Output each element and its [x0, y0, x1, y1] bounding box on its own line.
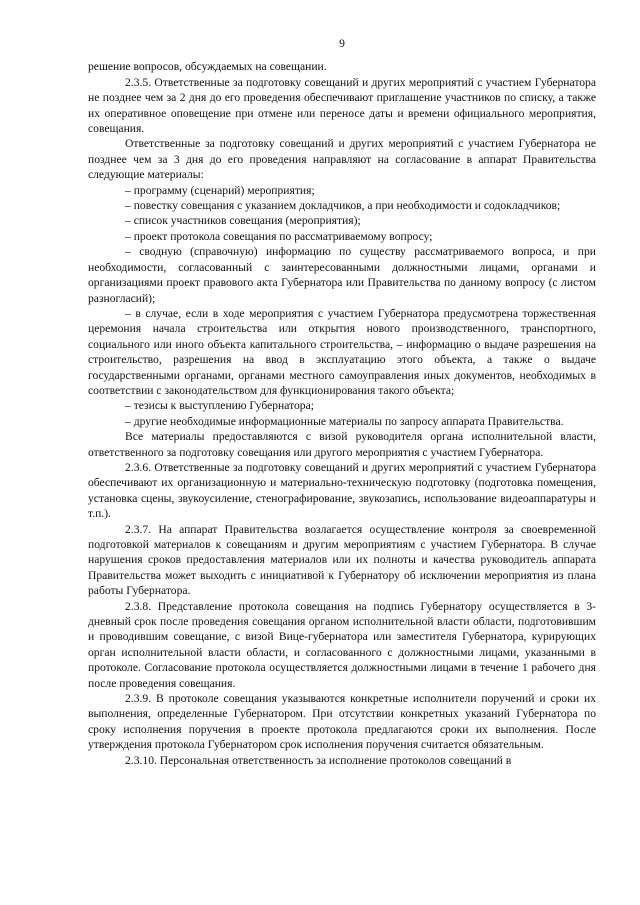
- list-item-ceremony-info: – в случае, если в ходе мероприятия с участием Губернатора предусмотрена торжественная церемония начала строительства или открытия нового производственного, транспортного, социального или иного объекта капитального строительства, – информацию о выдаче разрешения на строительство, разрешения на ввод в эксплуатацию этого объекта, а также о выдаче государственными органами, органами местного самоуправления иных документов, необходимых в соответствии с законодательством для функционирования такого объекта;: [88, 306, 596, 397]
- paragraph-2-3-10: 2.3.10. Персональная ответственность за исполнение протоколов совещаний в: [125, 753, 512, 767]
- document-page: [88, 36, 596, 768]
- page-number: 9: [339, 37, 345, 50]
- paragraph-2-3-7: 2.3.7. На аппарат Правительства возлагается осуществление контроля за своевременной подготовкой материалов к совещаниям и другим мероприятиям с участием Губернатора. В случае нарушения сроков предоставления материалов или их полноты и качества руководитель аппарата Правительства может выходить с инициативой к Губернатору об исключении мероприятия из плана работы Губернатора.: [88, 522, 596, 598]
- list-item-protocol-draft: – проект протокола совещания по рассматриваемому вопросу;: [125, 229, 433, 243]
- paragraph-materials-intro: Ответственные за подготовку совещаний и других мероприятий с участием Губернатора не позднее чем за 3 дня до его проведения направляют на согласование в аппарат Правительства следующие материалы:: [88, 137, 596, 182]
- list-item-participants: – список участников совещания (мероприятия);: [125, 214, 361, 228]
- list-item-program: – программу (сценарий) мероприятия;: [125, 183, 315, 197]
- paragraph-2-3-5: 2.3.5. Ответственные за подготовку совещаний и других мероприятий с участием Губернатора не позднее чем за 2 дня до его проведения обеспечивают приглашение участников по списку, а также их оперативное оповещение при отмене или переносе даты и времени официального мероприятия, совещания.: [88, 75, 596, 136]
- paragraph-materials-visa: Все материалы предоставляются с визой руководителя органа исполнительной власти, ответственного за подготовку совещания или другого мероприятия с участием Губернатора.: [88, 430, 596, 459]
- paragraph-2-3-6: 2.3.6. Ответственные за подготовку совещаний и других мероприятий с участием Губернатора обеспечивают их организационную и материально-техническую подготовку (подготовка помещения, установка сцены, звукоусиление, стенографирование, звукозапись, использование видеоаппаратуры и т.п.).: [88, 460, 596, 521]
- paragraph-2-3-9: 2.3.9. В протоколе совещания указываются конкретные исполнители поручений и сроки их выполнения, определенные Губернатором. При отсутствии конкретных указаний Губернатора по сроку исполнения поручения в проекте протокола предлагаются сроки их выполнения. После утверждения протокола Губернатором срок исполнения поручения считается обязательным.: [88, 692, 596, 752]
- paragraph-2-3-8: 2.3.8. Представление протокола совещания на подпись Губернатору осуществляется в 3-дневный срок после проведения совещания органом исполнительной власти области, подготовившим и проводившим совещание, с визой Вице-губернатора или заместителя Губернатора, курирующих орган исполнительной власти области, и согласованного с должностными лицами, указанными в протоколе. Согласование протокола осуществляется должностными лицами в течение 1 рабочего дня после проведения совещания.: [88, 599, 596, 690]
- paragraph-continuation: решение вопросов, обсуждаемых на совещании.: [88, 60, 327, 74]
- list-item-agenda: – повестку совещания с указанием докладчиков, а при необходимости и содокладчиков;: [125, 199, 561, 213]
- list-item-other-materials: – другие необходимые информационные материалы по запросу аппарата Правительства.: [125, 414, 564, 428]
- list-item-summary-info: – сводную (справочную) информацию по существу рассматриваемого вопроса, и при необходимости, согласованный с заинтересованными должностными лицами, органами и организациями проект правового акта Губернатора или Правительства по данному вопросу (с листом разногласий);: [88, 245, 596, 305]
- list-item-speech-theses: – тезисы к выступлению Губернатора;: [125, 399, 314, 413]
